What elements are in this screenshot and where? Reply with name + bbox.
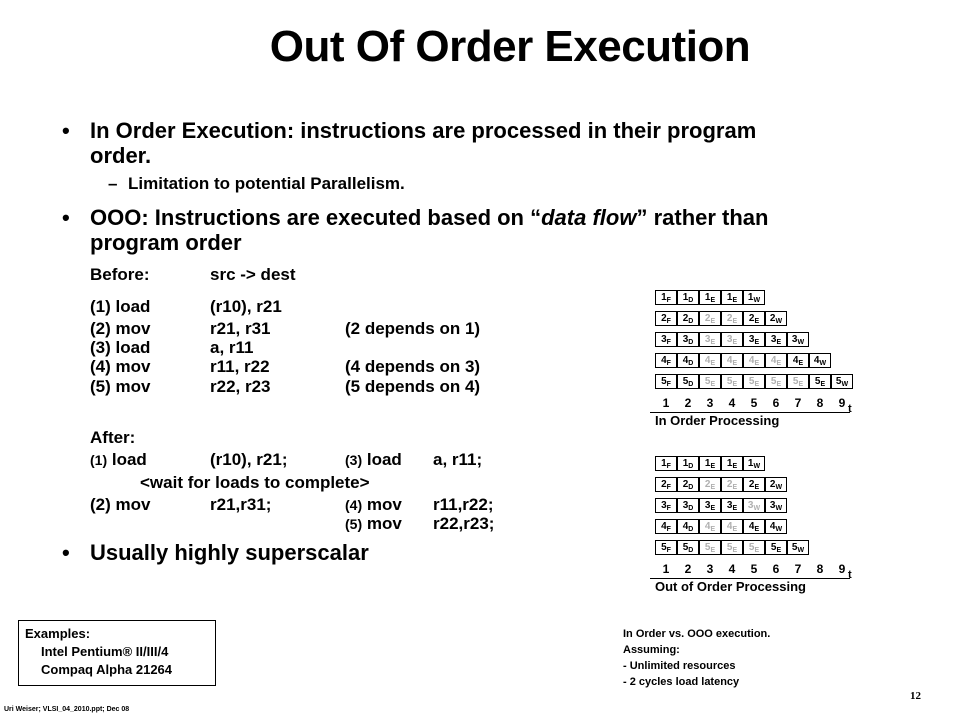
pipeline-stage-cell: $5_D$ [677,540,699,555]
pipeline-stage-cell: $5_E$ [787,374,809,389]
after-num-1: (1) [90,452,108,468]
after-row-1-left [90,450,147,470]
pipeline-stage-cell: $4_E$ [721,353,743,368]
time-axis-tick: 9 [838,562,846,576]
time-axis-tick: 1 [662,562,670,576]
pipeline-stage-cell: $4_E$ [743,519,765,534]
pipeline-stage-cell: $3_W$ [765,498,787,513]
bullet-2-post: ” rather than [636,205,769,230]
after-row-4 [345,495,402,515]
pipeline-stage-cell: $5_E$ [743,540,765,555]
pipeline-stage-cell: $3_F$ [655,498,677,513]
time-axis-tick: 3 [706,562,714,576]
pipeline-stage-cell: $4_E$ [699,519,721,534]
pipeline-stage-cell: $3_E$ [699,498,721,513]
pipeline-stage-cell: $4_F$ [655,353,677,368]
pipeline-stage-cell: $4_E$ [743,353,765,368]
pipeline-stage-cell: $5_E$ [809,374,831,389]
after-num-5: (5) [345,516,363,532]
pipeline-stage-cell: $2_E$ [743,311,765,326]
footer-text: Uri Weiser; VLSI_04_2010.ppt; Dec 08 [4,706,130,713]
bullet-2-line-1 [90,205,768,231]
after-args-4: r11,r22; [433,495,494,514]
pipeline-stage-cell: $5_E$ [699,540,721,555]
before-dependency-note: (2 depends on 1) [345,319,481,338]
pipeline-stage-cell: $1_W$ [743,456,765,471]
diagram-caption: In Order Processing [655,413,780,428]
bullet-2-marker: • [62,205,70,230]
pipeline-stage-cell: $4_F$ [655,519,677,534]
examples-heading: Examples: [25,626,91,641]
pipeline-stage-cell: $4_E$ [765,353,787,368]
pipeline-stage-cell: $5_E$ [743,374,765,389]
pipeline-stage-cell: $4_E$ [787,353,809,368]
sub-bullet-dash: – [108,174,118,193]
time-axis-tick: 8 [816,562,824,576]
pipeline-stage-cell: $2_W$ [765,477,787,492]
after-row-5 [345,514,402,534]
time-axis-tick: 9 [838,396,846,410]
note-line: Assuming: [623,644,680,656]
pipeline-stage-cell: $5_E$ [721,540,743,555]
bullet-1-line-2: order. [90,143,152,168]
pipeline-stage-cell: $2_E$ [699,477,721,492]
assumptions-note [623,626,770,690]
pipeline-stage-cell: $3_E$ [765,332,787,347]
time-axis-tick: 8 [816,396,824,410]
pipeline-stage-cell: $1_E$ [699,290,721,305]
after-op-4: mov [366,495,402,514]
bullet-3-text: Usually highly superscalar [90,540,369,565]
page-number: 12 [910,690,921,702]
time-axis-tick: 4 [728,396,736,410]
before-args: r22, r23 [210,377,271,396]
before-op: (1) load [90,297,151,316]
pipeline-stage-cell: $5_F$ [655,374,677,389]
before-dependency-note: (5 depends on 4) [345,377,481,396]
pipeline-stage-cell: $3_W$ [743,498,765,513]
examples-item: Intel Pentium® II/III/4 [41,644,169,659]
after-op-3: load [366,450,402,469]
pipeline-stage-cell: $4_D$ [677,353,699,368]
pipeline-stage-cell: $1_E$ [721,290,743,305]
note-line: - Unlimited resources [623,660,736,672]
pipeline-stage-cell: $5_W$ [787,540,809,555]
pipeline-stage-cell: $5_E$ [721,374,743,389]
time-axis-tick: 7 [794,396,802,410]
before-args: r11, r22 [210,357,270,376]
pipeline-stage-cell: $3_D$ [677,332,699,347]
after-num-3: (3) [345,452,363,468]
pipeline-stage-cell: $5_E$ [699,374,721,389]
diagram-caption: Out of Order Processing [655,579,806,594]
pipeline-stage-cell: $4_E$ [699,353,721,368]
before-args: (r10), r21 [210,297,282,316]
examples-item: Compaq Alpha 21264 [41,662,173,677]
pipeline-stage-cell: $1_D$ [677,456,699,471]
bullet-2-pre: OOO: Instructions are executed based on “ [90,205,542,230]
bullet-3-marker: • [62,540,70,565]
bullet-2-line-2: program order [90,230,242,255]
pipeline-stage-cell: $5_F$ [655,540,677,555]
pipeline-stage-cell: $2_F$ [655,477,677,492]
time-axis-tick: 6 [772,562,780,576]
pipeline-stage-cell: $5_E$ [765,540,787,555]
after-op-2: (2) mov [90,495,151,514]
pipeline-stage-cell: $1_F$ [655,290,677,305]
before-op: (5) mov [90,377,151,396]
note-line: In Order vs. OOO execution. [623,628,771,640]
after-num-4: (4) [345,497,363,513]
before-label: Before: [90,265,150,284]
after-op-5: mov [366,514,402,533]
after-args-2: r21,r31; [210,495,272,514]
time-axis-tick: 2 [684,562,692,576]
pipeline-stage-cell: $2_E$ [743,477,765,492]
bullet-2-emphasis: data flow [541,205,637,230]
pipeline-stage-cell: $4_W$ [765,519,787,534]
pipeline-stage-cell: $2_E$ [721,477,743,492]
page-title: Out Of Order Execution [269,22,751,71]
pipeline-stage-cell: $3_E$ [699,332,721,347]
pipeline-stage-cell: $3_E$ [743,332,765,347]
time-axis-tick: 5 [750,396,758,410]
time-axis-label: t [848,569,852,581]
time-axis-tick: 1 [662,396,670,410]
note-line: - 2 cycles load latency [623,676,740,688]
before-op: (2) mov [90,319,151,338]
before-op: (4) mov [90,357,151,376]
time-axis-tick: 5 [750,562,758,576]
pipeline-stage-cell: $2_D$ [677,477,699,492]
before-op: (3) load [90,338,151,357]
pipeline-stage-cell: $4_E$ [721,519,743,534]
bullet-1-marker: • [62,118,70,143]
pipeline-stage-cell: $4_W$ [809,353,831,368]
after-args-5: r22,r23; [433,514,495,533]
time-axis-tick: 2 [684,396,692,410]
pipeline-stage-cell: $4_D$ [677,519,699,534]
after-args-3: a, r11; [433,450,483,469]
before-dependency-note: (4 depends on 3) [345,357,481,376]
pipeline-stage-cell: $2_E$ [699,311,721,326]
pipeline-stage-cell: $2_D$ [677,311,699,326]
bullet-1-line-1: In Order Execution: instructions are processed in their program [90,118,757,143]
before-header: src -> dest [210,265,296,284]
after-row-1-right [345,450,402,470]
time-axis-tick: 7 [794,562,802,576]
pipeline-stage-cell: $2_W$ [765,311,787,326]
pipeline-stage-cell: $5_W$ [831,374,853,389]
after-label: After: [90,428,136,447]
pipeline-stage-cell: $3_E$ [721,332,743,347]
pipeline-stage-cell: $2_F$ [655,311,677,326]
pipeline-stage-cell: $5_E$ [765,374,787,389]
before-args: a, r11 [210,338,254,357]
pipeline-stage-cell: $1_F$ [655,456,677,471]
pipeline-stage-cell: $5_D$ [677,374,699,389]
examples-box [18,620,216,686]
pipeline-stage-cell: $1_W$ [743,290,765,305]
pipeline-stage-cell: $2_E$ [721,311,743,326]
time-axis-tick: 6 [772,396,780,410]
after-wait: <wait for loads to complete> [140,473,370,492]
before-args: r21, r31 [210,319,271,338]
pipeline-stage-cell: $1_D$ [677,290,699,305]
time-axis-label: t [848,403,852,415]
time-axis-tick: 4 [728,562,736,576]
pipeline-stage-cell: $3_F$ [655,332,677,347]
pipeline-stage-cell: $3_D$ [677,498,699,513]
pipeline-stage-cell: $1_E$ [699,456,721,471]
sub-bullet-text: Limitation to potential Parallelism. [128,174,405,193]
time-axis-tick: 3 [706,396,714,410]
pipeline-stage-cell: $3_E$ [721,498,743,513]
pipeline-stage-cell: $3_W$ [787,332,809,347]
after-args-1: (r10), r21; [210,450,288,469]
pipeline-stage-cell: $1_E$ [721,456,743,471]
after-op-1: load [111,450,147,469]
